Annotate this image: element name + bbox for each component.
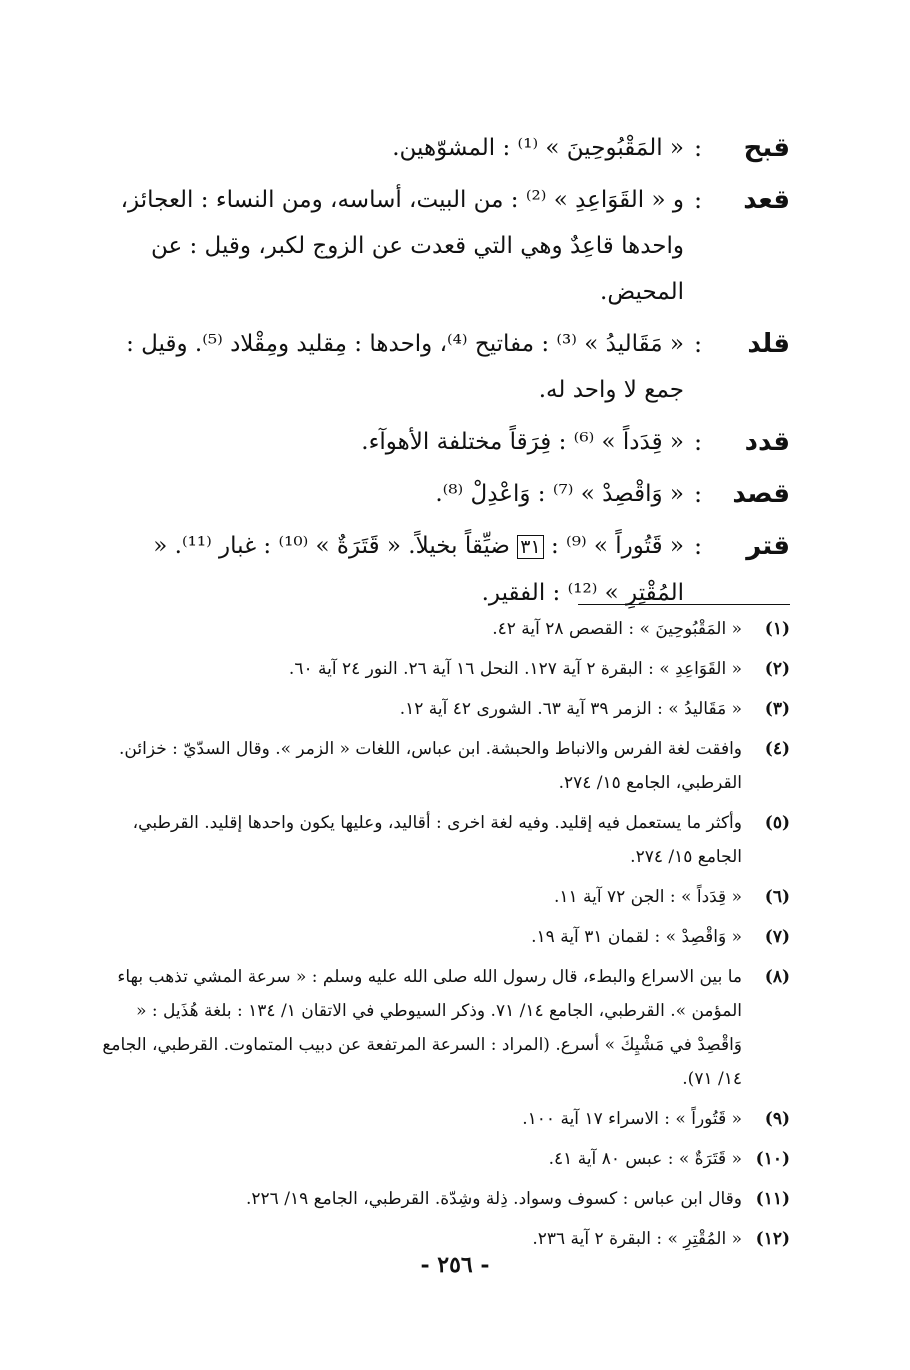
footnote-number: (٤) (764, 739, 790, 759)
footnote-text: « مَقَاليدُ » : الزمر ٣٩ آية ٦٣. الشورى ٤٢ آية ١٢. (399, 699, 742, 719)
footnote (100, 1182, 790, 1216)
page-reference-box: ٣١ (517, 535, 543, 559)
entry-root: قبح (743, 133, 790, 163)
footnote-text: وافقت لغة الفرس والانباط والحبشة. ابن عباس، اللغات « الزمر ». وقال السدّيّ : خزائن. القرطبي، الجامع ١٥/ ٢٧٤. (119, 739, 742, 793)
entry-root: قعد (743, 185, 790, 215)
footnote-text: ما بين الاسراع والبطء، قال رسول الله صلى الله عليه وسلم : « سرعة المشي تذهب بهاء المؤمن ». القرطبي، الجامع ١٤/ ٧١. وذكر السيوطي في الاتقان ١/ ١٣٤ : بلغة هُذَيل : « وَاقْصِدْ في مَشْيِكَ » أسرع. (المراد : السرعة المرتفعة عن دبيب المتماوت. القرطبي، الجامع ١٤/ ٧١). (102, 967, 742, 1089)
footnote (100, 880, 790, 914)
footnote-divider (578, 604, 790, 605)
footnote-text: « قَتَرَةٌ » : عبس ٨٠ آية ٤١. (548, 1149, 742, 1169)
footnote-number: (١٢) (755, 1229, 790, 1249)
footnote-text: وقال ابن عباس : كسوف وسواد. ذِلة وشِدّة. القرطبي، الجامع ١٩/ ٢٢٦. (245, 1189, 742, 1209)
footnote (100, 806, 790, 874)
footnote-text: « المُقْتِرِ » : البقرة ٢ آية ٢٣٦. (532, 1229, 742, 1249)
entry: قلد : « مَقَاليدُ » ⁽³⁾ : مفاتيح ⁽⁴⁾، واحدها : مِقليد ومِقْلاد ⁽⁵⁾. وقيل : جمع لا واحد له. (100, 321, 790, 413)
footnote-text: وأكثر ما يستعمل فيه إقليد. وفيه لغة اخرى : أقاليد، وعليها يكون واحدها إقليد. القرطبي، الجامع ١٥/ ٢٧٤. (132, 813, 742, 867)
footnote-text: « وَاقْصِدْ » : لقمان ٣١ آية ١٩. (531, 927, 742, 947)
footnote-text: « قِدَداً » : الجن ٧٢ آية ١١. (553, 887, 742, 907)
entry: قتر : « قَتُوراً » ⁽⁹⁾ : ٣١ ضيِّقاً بخيلاً. « قَتَرَةٌ » ⁽¹⁰⁾ : غبار ⁽¹¹⁾. « المُقْتِرِ » ⁽¹²⁾ : الفقير. (100, 523, 790, 616)
footnote-text: « القَوَاعِدِ » : البقرة ٢ آية ١٢٧. النحل ١٦ آية ٢٦. النور ٢٤ آية ٦٠. (288, 659, 742, 679)
footnote-number: (٩) (764, 1109, 790, 1129)
footnote-number: (٦) (764, 887, 790, 907)
entry: قعد : و « القَوَاعِدِ » ⁽²⁾ : من البيت، أساسه، ومن النساء : العجائز، واحدها قاعِدٌ وهي التي قعدت عن الزوج لكبر، وقيل : عن المحيض. (100, 177, 790, 315)
footnote-number: (٢) (764, 659, 790, 679)
entry-root: قتر (746, 531, 790, 561)
entry-definition: « قِدَداً » ⁽⁶⁾ : فِرَقاً مختلفة الأهوآء. (361, 429, 684, 455)
footnote (100, 920, 790, 954)
footnote (100, 692, 790, 726)
footnote (100, 652, 790, 686)
footnote (100, 1102, 790, 1136)
page-number: - ٢٥٦ - (420, 1252, 490, 1278)
entry-root: قدد (744, 427, 790, 457)
footnote (100, 612, 790, 646)
footnote (100, 732, 790, 800)
footnote-number: (١١) (755, 1189, 790, 1209)
footnote (100, 1222, 790, 1256)
footnotes (100, 612, 790, 1262)
entry-definition: و « القَوَاعِدِ » ⁽²⁾ : من البيت، أساسه، ومن النساء : العجائز، واحدها قاعِدٌ وهي التي قعدت عن الزوج لكبر، وقيل : عن المحيض. (120, 187, 684, 305)
footnote-number: (١٠) (755, 1149, 790, 1169)
entry-root: قلد (747, 329, 790, 359)
footnote-text: « قَتُوراً » : الاسراء ١٧ آية ١٠٠. (522, 1109, 742, 1129)
entry-root: قصد (732, 479, 790, 509)
footnote-number: (١) (764, 619, 790, 639)
entry-definition: « المَقْبُوحِينَ » ⁽¹⁾ : المشوّهين. (392, 135, 684, 161)
footnote-number: (٧) (764, 927, 790, 947)
dictionary-entries (100, 125, 790, 622)
entry: قدد : « قِدَداً » ⁽⁶⁾ : فِرَقاً مختلفة الأهوآء. (100, 419, 790, 465)
footnote-number: (٣) (764, 699, 790, 719)
footnote (100, 960, 790, 1096)
entry-definition: « مَقَاليدُ » ⁽³⁾ : مفاتيح ⁽⁴⁾، واحدها : مِقليد ومِقْلاد ⁽⁵⁾. وقيل : جمع لا واحد له. (126, 331, 684, 403)
footnote-text: « المَقْبُوحِينَ » : القصص ٢٨ آية ٤٢. (492, 619, 742, 639)
footnote (100, 1142, 790, 1176)
footnote-number: (٥) (764, 813, 790, 833)
entry: قصد : « وَاقْصِدْ » ⁽⁷⁾ : وَاعْدِلْ ⁽⁸⁾. (100, 471, 790, 517)
entry-definition: « قَتُوراً » ⁽⁹⁾ : ٣١ ضيِّقاً بخيلاً. « قَتَرَةٌ » ⁽¹⁰⁾ : غبار ⁽¹¹⁾. « المُقْتِرِ » ⁽¹²⁾ : الفقير. (153, 533, 684, 606)
footnote-number: (٨) (764, 967, 790, 987)
entry-definition: « وَاقْصِدْ » ⁽⁷⁾ : وَاعْدِلْ ⁽⁸⁾. (435, 481, 684, 507)
entry: قبح : « المَقْبُوحِينَ » ⁽¹⁾ : المشوّهين. (100, 125, 790, 171)
